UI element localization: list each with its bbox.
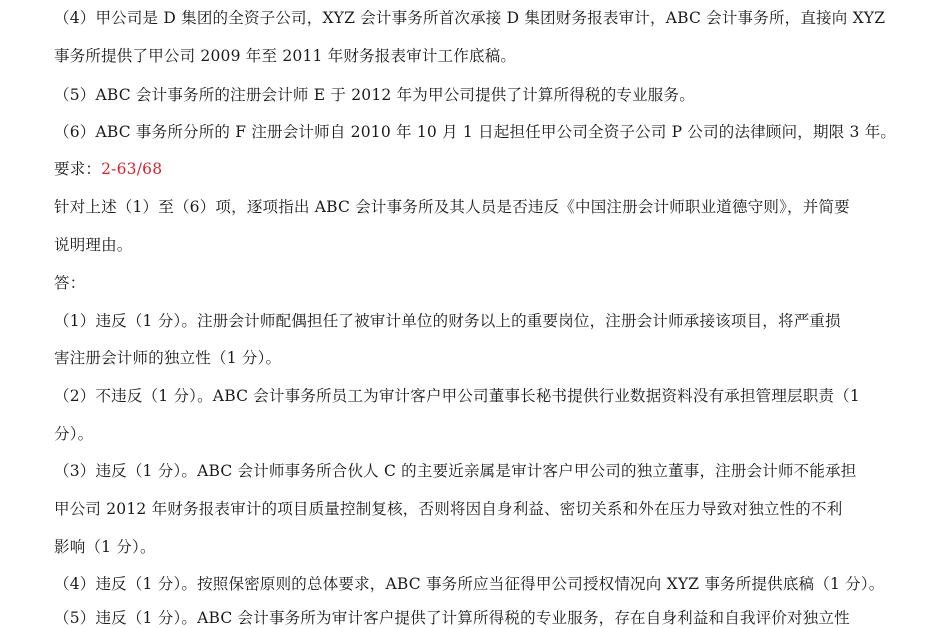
answer-heading: 答： [54,274,86,292]
paragraph-line: 害注册会计师的独立性（1 分）。 [54,349,282,367]
paragraph-line: （5）ABC 会计事务所的注册会计师 E 于 2012 年为甲公司提供了计算所得税的专业服务。 [54,86,695,104]
paragraph-line: （6）ABC 事务所分所的 F 注册会计师自 2010 年 10 月 1 日起担任甲公司全资子公司 P 公司的法律顾问，期限 3 年。 [54,123,897,141]
paragraph-line: 针对上述（1）至（6）项，逐项指出 ABC 会计事务所及其人员是否违反《中国注册会计师职业道德守则》，并简要 [54,198,850,216]
paragraph-line: 分）。 [54,425,94,443]
requirement-label: 要求： [54,160,102,178]
paragraph-line: （2）不违反（1 分）。ABC 会计事务所员工为审计客户甲公司董事长秘书提供行业数据资料没有承担管理层职责（1 [54,387,860,405]
paragraph-line: 说明理由。 [54,236,133,254]
paragraph-line: 事务所提供了甲公司 2009 年至 2011 年财务报表审计工作底稿。 [54,47,517,65]
paragraph-line: 甲公司 2012 年财务报表审计的项目质量控制复核，否则将因自身利益、密切关系和外在压力导致对独立性的不利 [54,500,843,518]
page-number-marker: 2-63/68 [101,160,163,178]
requirement-heading [54,159,162,179]
paragraph-line: （4）违反（1 分）。按照保密原则的总体要求，ABC 事务所应当征得甲公司授权情况向 XYZ 事务所提供底稿（1 分）。 [54,575,885,593]
paragraph-line: （4）甲公司是 D 集团的全资子公司，XYZ 会计事务所首次承接 D 集团财务报表审计，ABC 会计事务所，直接向 XYZ [54,9,886,27]
paragraph-line: （3）违反（1 分）。ABC 会计师事务所合伙人 C 的主要近亲属是审计客户甲公司的独立董事，注册会计师不能承担 [54,462,857,480]
paragraph-line: （1）违反（1 分）。注册会计师配偶担任了被审计单位的财务以上的重要岗位，注册会计师承接该项目，将严重损 [54,312,841,330]
paragraph-line: 影响（1 分）。 [54,538,156,556]
paragraph-line: （5）违反（1 分）。ABC 会计事务所为审计客户提供了计算所得税的专业服务，存在自身利益和自我评价对独立性 [54,609,850,627]
